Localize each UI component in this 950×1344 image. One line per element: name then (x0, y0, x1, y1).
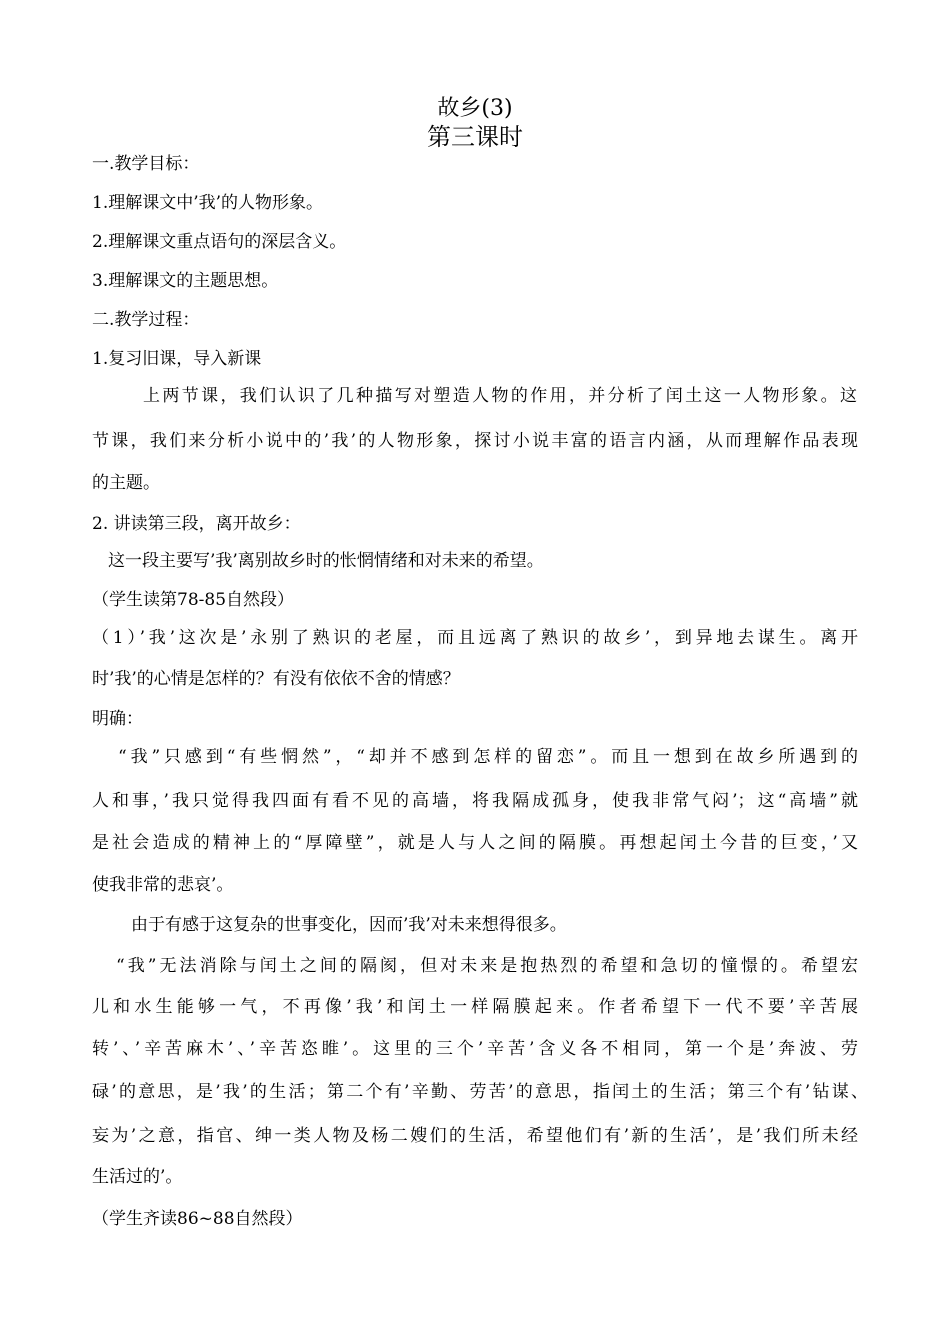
paragraph-line: 妄为’之意，指官、绅一类人物及杨二嫂们的生活，希望他们有’新的生活’，是’我们所未经 (92, 1126, 858, 1146)
paragraph-line: 是社会造成的精神上的“厚障壁”，就是人与人之间的隔膜。再想起闰土今昔的巨变，’又 (92, 833, 858, 853)
objective-item-1: 1.理解课文中’我’的人物形象。 (92, 193, 324, 213)
paragraph-line: 上两节课，我们认识了几种描写对塑造人物的作用，并分析了闰土这一人物形象。这 (143, 386, 857, 406)
step-heading-review: 1.复习旧课，导入新课 (92, 349, 262, 369)
question-line: 时’我’的心情是怎样的？有没有依依不舍的情感？ (92, 669, 460, 689)
section-heading-process: 二.教学过程： (92, 310, 200, 330)
objective-item-3: 3.理解课文的主题思想。 (92, 271, 279, 291)
question-line: （1）’我’这次是’永别了熟识的老屋，而且远离了熟识的故乡’，到异地去谋生。离开 (92, 628, 858, 648)
paragraph-line: 生活过的’。 (92, 1167, 183, 1187)
paragraph-line: 儿和水生能够一气，不再像’我’和闰土一样隔膜起来。作者希望下一代不要’辛苦展 (92, 997, 858, 1017)
paragraph-line: 使我非常的悲哀’。 (92, 875, 234, 895)
paragraph-line: 转’、’辛苦麻木’、’辛苦恣睢’。这里的三个’辛苦’含义各不相同，第一个是’奔波、劳 (92, 1039, 858, 1059)
paragraph-line: 这一段主要写’我’离别故乡时的怅惘情绪和对未来的希望。 (108, 551, 544, 571)
paragraph-line: 人和事，’我只觉得我四面有看不见的高墙，将我隔成孤身，使我非常气闷’；这“高墙”就 (92, 791, 858, 811)
reading-note: （学生齐读86~88自然段） (92, 1209, 303, 1229)
paragraph-line: 碌’的意思，是’我’的生活；第二个有’辛勤、劳苦’的意思，指闰土的生活；第三个有’钻谋、 (92, 1082, 868, 1102)
document-subtitle: 第三课时 (427, 123, 523, 151)
paragraph-line: “我”无法消除与闰土之间的隔阂，但对未来是抱热烈的希望和急切的憧憬的。希望宏 (116, 956, 858, 976)
document-title: 故乡(3) (437, 96, 513, 121)
objective-item-2: 2.理解课文重点语句的深层含义。 (92, 232, 347, 252)
paragraph-line: 由于有感于这复杂的世事变化，因而’我’对未来想得很多。 (131, 915, 567, 935)
paragraph-line: “我”只感到“有些惘然”，“却并不感到怎样的留恋”。而且一想到在故乡所遇到的 (118, 747, 858, 767)
paragraph-line: 的主题。 (92, 473, 160, 493)
paragraph-line: 节课，我们来分析小说中的’我’的人物形象，探讨小说丰富的语言内涵，从而理解作品表现 (92, 431, 858, 451)
reading-note: （学生读第78-85自然段） (92, 590, 295, 610)
section-heading-objectives: 一.教学目标： (92, 154, 200, 174)
step-heading-section-three: 2. 讲读第三段，离开故乡： (92, 514, 301, 534)
answer-label: 明确： (92, 709, 143, 729)
